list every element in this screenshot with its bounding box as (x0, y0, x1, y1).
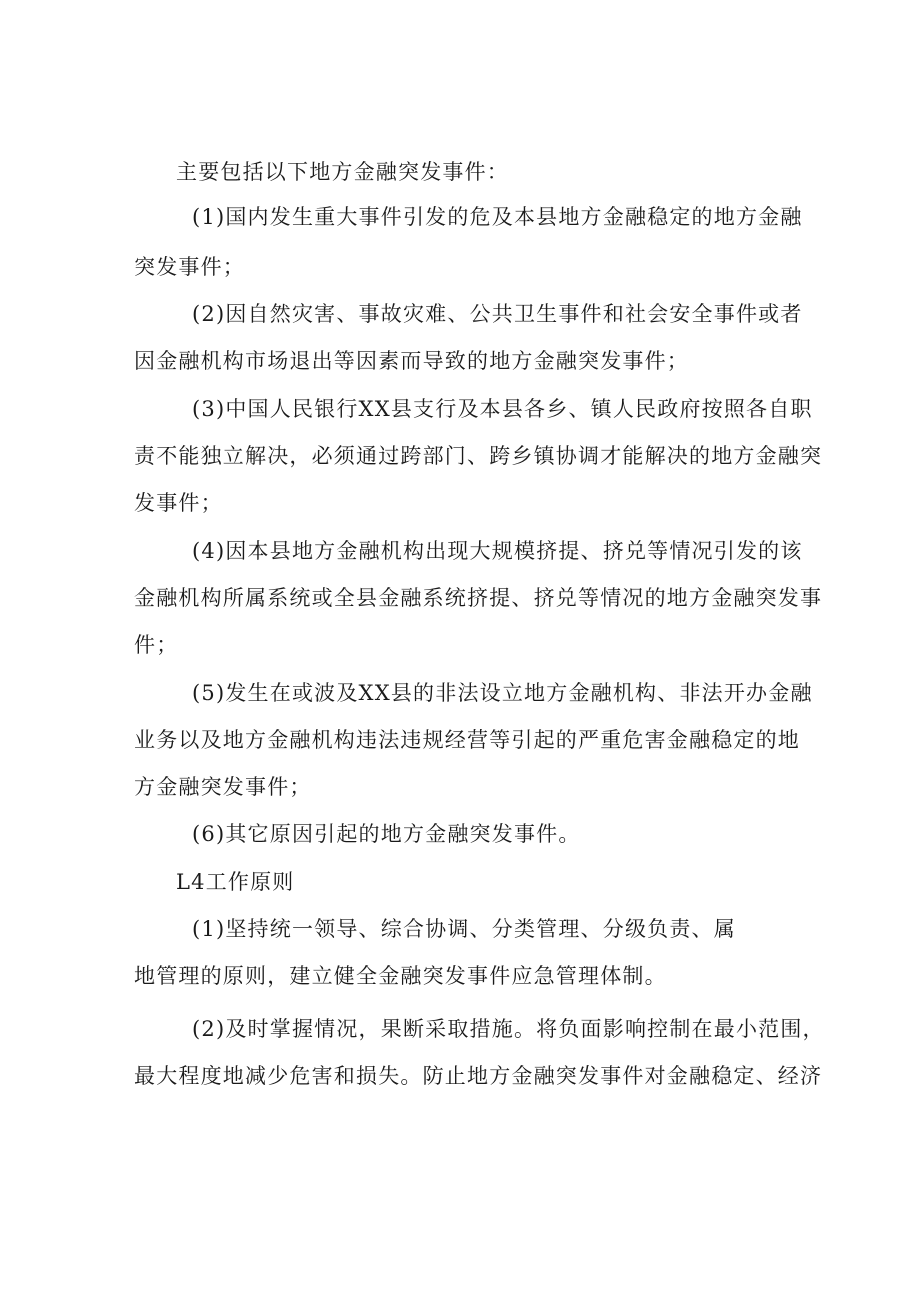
text-line-item-1: (1)国内发生重大事件引发的危及本县地方金融稳定的地方金融 (192, 205, 803, 229)
text-line-item-3-cont2: 发事件； (134, 491, 223, 515)
text-line-item-1-cont: 突发事件； (134, 255, 245, 279)
text-line-item-5-cont: 业务以及地方金融机构违法违规经营等引起的严重危害金融稳定的地 (134, 728, 800, 752)
section-heading: L4工作原则 (176, 870, 295, 894)
text-line-item-4: (4)因本县地方金融机构出现大规模挤提、挤兑等情况引发的该 (192, 539, 803, 563)
text-line-principle-1: (1)坚持统一领导、综合协调、分类管理、分级负责、属 (192, 917, 736, 941)
text-line-item-5-cont2: 方金融突发事件； (134, 775, 312, 799)
text-line-item-2: (2)因自然灾害、事故灾难、公共卫生事件和社会安全事件或者 (192, 302, 803, 326)
text-line-item-4-cont2: 件； (134, 633, 179, 657)
text-line-principle-1-cont: 地管理的原则，建立健全金融突发事件应急管理体制。 (134, 964, 667, 988)
text-line-principle-2-cont: 最大程度地减少危害和损失。防止地方金融突发事件对金融稳定、经济 (134, 1064, 823, 1088)
text-line-item-3: (3)中国人民银行XX县支行及本县各乡、镇人民政府按照各自职 (192, 397, 813, 421)
text-line-item-2-cont: 因金融机构市场退出等因素而导致的地方金融突发事件； (134, 349, 689, 373)
text-line-item-3-cont: 责不能独立解决，必须通过跨部门、跨乡镇协调才能解决的地方金融突 (134, 444, 823, 468)
text-line-item-4-cont: 金融机构所属系统或全县金融系统挤提、挤兑等情况的地方金融突发事 (134, 586, 823, 610)
text-line-item-6: (6)其它原因引起的地方金融突发事件。 (192, 822, 581, 846)
text-line-intro: 主要包括以下地方金融突发事件： (176, 160, 509, 184)
text-line-item-5: (5)发生在或波及XX县的非法设立地方金融机构、非法开办金融 (192, 681, 813, 705)
text-line-principle-2: (2)及时掌握情况，果断采取措施。将负面影响控制在最小范围， (192, 1017, 825, 1041)
